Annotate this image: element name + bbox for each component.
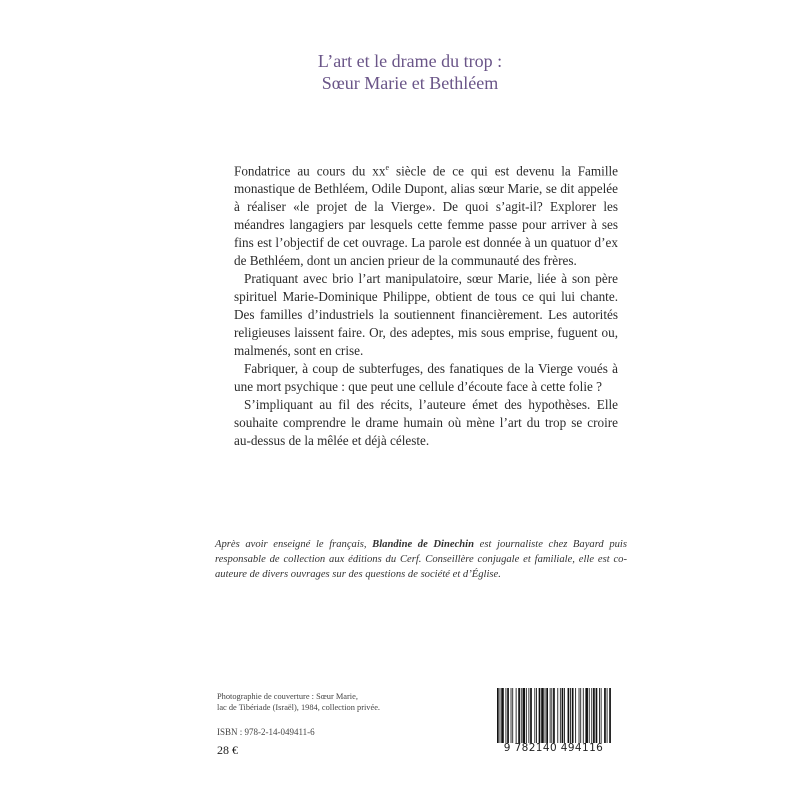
barcode-bar <box>506 688 507 743</box>
credit-line-2: lac de Tibériade (Israël), 1984, collection privée. <box>217 703 381 712</box>
barcode-bar <box>497 688 499 743</box>
barcode-bars <box>491 688 616 743</box>
barcode-bar <box>546 688 548 743</box>
title-line-1: L’art et le drame du trop : <box>317 51 503 71</box>
author-bio <box>215 537 627 582</box>
barcode-bar <box>557 688 558 743</box>
book-title <box>0 50 800 94</box>
barcode-bar <box>568 688 570 743</box>
barcode-bar <box>560 688 561 743</box>
price-label: 28 € <box>217 743 238 757</box>
blurb-paragraph-1 <box>234 159 618 270</box>
blurb-paragraph-4: S’impliquant au fil des récits, l’auteure émet des hypothèses. Elle souhaite comprendre le drame humain où mène l’art du trop se croire au-dessus de la mêlée et déjà céleste. <box>234 397 618 449</box>
barcode-bar <box>579 688 580 743</box>
blurb-paragraph-2: Pratiquant avec brio l’art manipulatoire, sœur Marie, liée à son père spirituel Marie-Dominique Philippe, obtient de tous ce qui lui chante. Des familles d’industriels la soutiennent financièrement. Les autorités religieuses laissent faire. Or, des adeptes, mis sous emprise, fuguent ou, malmenés, sont en crise. <box>234 271 618 359</box>
p1-part2: siècle de ce qui est devenu la Famille monastique de Bethléem, Odile Dupont, alias sœur Marie, se dit appelée à réaliser «le projet de la Vierge». De quoi s’agit-il? Explorer les méandres langagiers par lesquels cette femme passe pour arriver à ses fins est l’objectif de cet ouvrage. La parole est donnée à un quatuor d’ex de Bethléem, dont un ancien prieur de la communauté des frères. <box>234 163 619 269</box>
barcode-bar <box>601 688 602 743</box>
barcode-bar <box>501 688 504 743</box>
barcode-bar <box>528 688 529 743</box>
barcode-bar <box>570 688 571 743</box>
blurb-paragraph-3: Fabriquer, à coup de subterfuges, des fanatiques de la Vierge voués à une mort psychique : que peut une cellule d’écoute face à cette folie ? <box>234 361 618 395</box>
barcode-bar <box>599 688 600 743</box>
barcode-number: 9 782140 494116 <box>503 742 604 754</box>
barcode-bar <box>518 688 520 743</box>
barcode-bar <box>596 688 598 743</box>
p1-superscript: e <box>385 163 390 172</box>
barcode-bar <box>521 688 522 743</box>
barcode-bar <box>536 688 537 743</box>
barcode-bar <box>523 688 526 743</box>
barcode-bar <box>583 688 584 743</box>
barcode-bar <box>575 688 576 743</box>
barcode-bar <box>580 688 581 743</box>
barcode-bar <box>530 688 532 743</box>
barcode-bar <box>553 688 555 743</box>
barcode-bar <box>562 688 564 743</box>
barcode-bar <box>589 688 590 743</box>
author-name: Blandine de Dinechin <box>372 539 475 550</box>
isbn-label: ISBN : 978-2-14-049411-6 <box>217 727 315 737</box>
title-line-2: Sœur Marie et Bethléem <box>321 73 499 93</box>
barcode-bar <box>507 688 509 743</box>
photo-credit <box>217 691 437 713</box>
barcode-bar <box>512 688 513 743</box>
barcode-bar <box>500 688 501 743</box>
p1-part1: Fondatrice au cours du xx <box>234 163 386 179</box>
barcode-bar <box>550 688 551 743</box>
barcode-bar <box>609 688 611 743</box>
bio-intro: Après avoir enseigné le français, <box>215 539 373 550</box>
credit-line-1: Photographie de couverture : Sœur Marie, <box>217 692 358 701</box>
barcode-bar <box>526 688 527 743</box>
blurb-text <box>234 159 618 450</box>
barcode-bar <box>534 688 535 743</box>
barcode-bar <box>591 688 592 743</box>
barcode-image <box>491 688 616 743</box>
barcode-bar <box>539 688 541 743</box>
bio-rest: est journaliste chez Bayard puis responsable de collection aux éditions du Cerf. Conseillère conjugale et familiale, elle est co-auteure de divers ouvrages sur des questions de société et d’Église. <box>215 539 627 580</box>
barcode-bar <box>593 688 595 743</box>
barcode-bar <box>585 688 588 743</box>
barcode-bar <box>604 688 606 743</box>
barcode-bar <box>551 688 552 743</box>
barcode-bar <box>541 688 544 743</box>
barcode-bar <box>572 688 574 743</box>
barcode-bar <box>516 688 517 743</box>
barcode-bar <box>607 688 608 743</box>
barcode-bar <box>564 688 565 743</box>
barcode-bar <box>511 688 512 743</box>
barcode-bar <box>545 688 546 743</box>
